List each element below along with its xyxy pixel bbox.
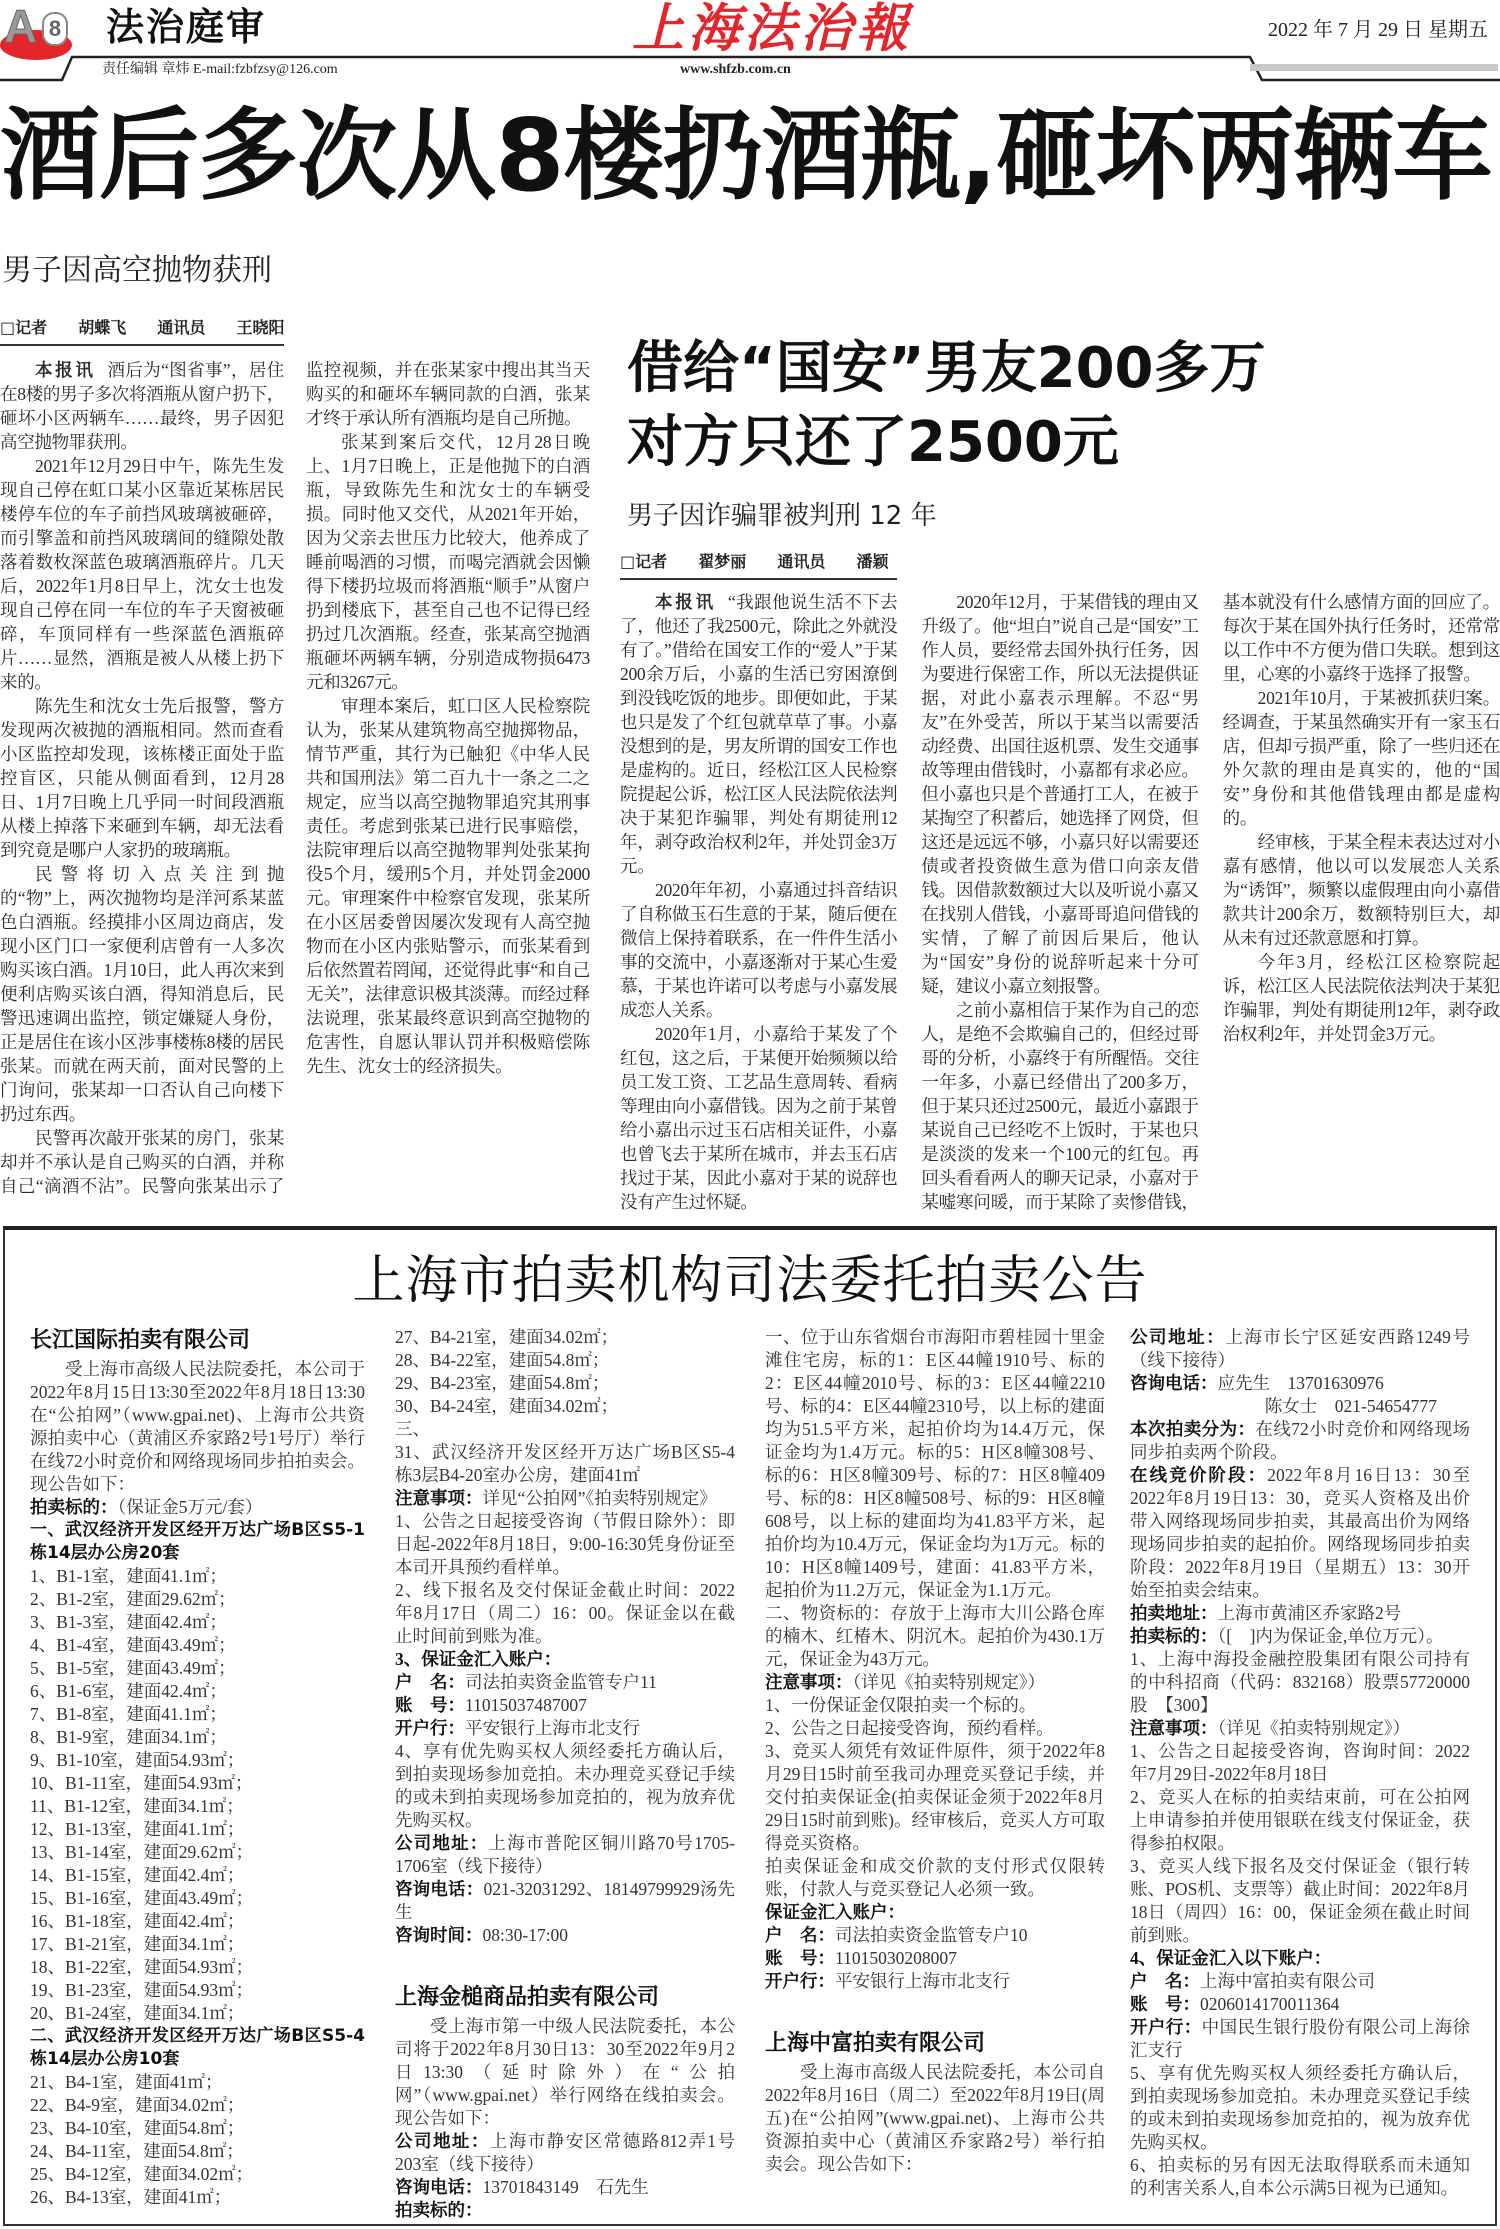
auction-field-label: 账 号：: [1130, 1994, 1200, 2014]
auction-line: 9、B1-10室，建面54.93㎡；: [30, 1750, 245, 1770]
auction-field-value: 2022年8月16日13：30至2022年8月19日13：30，竞买人资格及出价带入网络现场同步拍卖，其最高出价为网络现场同步拍卖的起拍价。网络现场同步拍卖阶段：2022年8月19日（星期五）13：30开始至拍卖会结束。: [1130, 1465, 1470, 1600]
auction-line: 3、竞买人须凭有效证件原件，须于2022年8月29日15时前至我司办理竞买登记手续，并交付拍卖保证金(拍卖保证金须于2022年8月29日15时前到账)。经审核后，竞买人方可取得竞买资格。: [765, 1741, 1105, 1853]
auction-field: [395, 1671, 735, 1694]
auction-field: [395, 1717, 735, 1740]
paragraph-text: “我跟他说生活不下去了，他还了我2500元，除此之外就没有了。”借给在国安工作的“爱人”于某200余万后，小嘉的生活已穷困潦倒到没钱吃饭的地步。即便如此，于某也只是发了个红包就草草了事。小嘉没想到的是，男友所谓的国安工作也是虚构的。近日，经松江区人民检察院提起公诉，松江区人民法院依法判决于某犯诈骗罪，判处有期徒刑12年，剥夺政治权利2年，并处罚金3万元。: [620, 592, 898, 876]
article-paragraph: [0, 694, 284, 862]
auction-line: 3、B1-3室，建面42.4㎡；: [30, 1612, 227, 1632]
dateline-lead: 本报讯: [35, 360, 96, 380]
auction-line: 25、B4-12室，建面34.02㎡；: [30, 2164, 254, 2184]
auction-line: 29、B4-23室，建面54.8㎡；: [395, 1373, 610, 1393]
issue-date: 2022 年 7 月 29 日 星期五: [1268, 19, 1488, 41]
auction-company-name: 上海中富拍卖有限公司: [765, 2031, 986, 2056]
auction-field-value: 在线72小时竞价和网络现场同步拍卖两个阶段。: [1130, 1419, 1471, 1462]
auction-field: [765, 1947, 1105, 1970]
auction-line: 31、武汉经济开发区经开万达广场B区S5-4栋3层B4-20室办公房，建面41㎡: [395, 1442, 735, 1485]
auction-intro-paragraph: 受上海市第一中级人民法院委托，本公司将于2022年8月30日13：30至2022年9月2日13:30（延时除外）在“公拍网”（www.gpai.net）举行网络在线拍卖会。现公告如下：: [395, 2016, 735, 2128]
auction-field-label: 开户行：: [395, 1718, 465, 1738]
auction-field-value: 应先生 13701630976: [1217, 1373, 1384, 1393]
auction-line: 4、B1-4室，建面43.49㎡；: [30, 1635, 236, 1655]
auction-field-label: 户 名：: [395, 1672, 465, 1692]
auction-line: 5、B1-5室，建面43.49㎡；: [30, 1658, 236, 1678]
article2-title-line1: 借给“国安”男友200多万: [627, 336, 1266, 401]
auction-field: [395, 2176, 735, 2199]
auction-field-value: （保证金5万元/套）: [117, 1497, 263, 1517]
article-paragraph: [1223, 950, 1500, 1046]
auction-line: 2、公告之日起接受咨询，预约看样。: [765, 1718, 1054, 1738]
auction-line: 28、B4-22室，建面54.8㎡；: [395, 1350, 610, 1370]
auction-field: [1130, 1947, 1470, 1970]
paragraph-text: 经审核，于某全程未表达过对小嘉有感情，他以可以发展恋人关系为“诱饵”，频繁以虚假理由向小嘉借款共计200余万，数额特别巨大，却从未有过还款意愿和打算。: [1222, 832, 1500, 948]
auction-line: 10、B1-11室，建面54.93㎡；: [30, 1773, 253, 1793]
auction-field-value: 08:30-17:00: [482, 1925, 569, 1945]
auction-field: [1130, 1372, 1470, 1395]
article-paragraph: [306, 430, 590, 694]
auction-line: 11、B1-12室，建面34.1㎡；: [30, 1796, 244, 1816]
article-paragraph: [0, 862, 284, 1126]
spacer: [765, 1993, 1105, 2029]
auction-field: [1130, 1970, 1470, 1993]
auction-line: 16、B1-18室，建面42.4㎡；: [30, 1911, 245, 1931]
auction-contact-line: 陈女士 021-54654777: [1264, 1396, 1437, 1416]
auction-company-name: 长江国际拍卖有限公司: [30, 1328, 251, 1353]
website-url[interactable]: www.shfzb.com.cn: [680, 62, 791, 77]
auction-field-value: （详见《拍卖特别规定》）: [852, 1672, 1045, 1692]
auction-line: 3、竞买人线下报名及交付保证金（银行转账、POS机、支票等）截止时间：2022年8月18日（周四）16：00，保证金须在截止时间前到账。: [1130, 1856, 1470, 1945]
auction-company-name: 上海金槌商品拍卖有限公司: [395, 1985, 660, 2010]
auction-field: [395, 2130, 735, 2176]
auction-field-value: 上海中富拍卖有限公司: [1200, 1971, 1375, 1991]
auction-field: [395, 2199, 735, 2222]
auction-field: [1130, 1418, 1470, 1464]
auction-field: [1130, 1326, 1470, 1372]
auction-field: [395, 1832, 735, 1878]
article-paragraph: [0, 454, 284, 694]
auction-field: [765, 1901, 1105, 1924]
auction-field-value: 上海市静安区常德路812弄1号203室（线下接待）: [395, 2131, 736, 2174]
auction-line: 27、B4-21室，建面34.02㎡；: [395, 1327, 619, 1347]
paragraph-text: 民警将切入点关注到抛的“物”上，两次抛物均是洋河系某蓝色白酒瓶。经摸排小区周边商店，发现小区门口一家便利店曾有一人多次购买该白酒。1月10日，此人再次来到便利店购买该白酒，得知消息后，民警迅速调出监控，锁定嫌疑人身份，正是居住在该小区涉事楼栋8楼的居民张某。而就在两天前，面对民警的上门询问，张某却一口否认自己向楼下扔过东西。: [0, 864, 284, 1124]
auction-field-value: 平安银行上海市北支行: [465, 1718, 640, 1738]
auction-line: 2、B1-2室，建面29.62㎡；: [30, 1589, 236, 1609]
auction-line: 三、: [395, 1419, 430, 1439]
auction-field: [765, 1970, 1105, 1993]
auction-field-value: 详见“公拍网”《拍卖特别规定》: [482, 1488, 717, 1508]
auction-line: 13、B1-14室，建面29.62㎡；: [30, 1842, 254, 1862]
article-paragraph: [1223, 686, 1500, 830]
auction-field-value: （[ ]内为保证金,单位万元）。: [1217, 1626, 1444, 1646]
auction-column: [30, 1326, 365, 2209]
auction-field: [765, 1924, 1105, 1947]
auction-lot-section: 二、武汉经济开发区经开万达广场B区S5-4栋14层办公房10套: [30, 2026, 365, 2069]
auction-field: [1130, 2016, 1470, 2062]
auction-field: [1130, 1717, 1470, 1740]
auction-field: [30, 1496, 365, 1519]
auction-line: 1、一份保证金仅限拍卖一个标的。: [765, 1695, 1037, 1715]
auction-line: 26、B4-13室，建面41㎡；: [30, 2187, 232, 2207]
article2-subtitle: 男子因诈骗罪被判刑 12 年: [627, 501, 937, 531]
auction-line: 20、B1-24室，建面34.1㎡；: [30, 2003, 245, 2023]
auction-line: 2、线下报名及交付保证金截止时间：2022年8月17日（周二）16：00。保证金以在截止时间前到账为准。: [395, 1580, 735, 1646]
paragraph-text: 民警再次敲开张某的房门，张某却并不承认是自己购买的白酒，并称自己“滴酒不沾”。民警向张某出示了监控视频，并在张某家中搜出其当天购买的和砸坏车辆同款的白酒，张某才终于承认所有酒瓶均是自己所抛。: [0, 360, 590, 1196]
auction-field: [395, 1924, 735, 1947]
article-paragraph: [921, 590, 1198, 998]
auction-lot-section: 一、武汉经济开发区经开万达广场B区S5-1栋14层办公房20套: [30, 1520, 365, 1563]
auction-line: 拍卖保证金和成交价款的支付形式仅限转账，付款人与竞买登记人必须一致。: [765, 1856, 1105, 1899]
auction-line: 19、B1-23室，建面54.93㎡；: [30, 1980, 254, 2000]
paragraph-text: 2021年10月，于某被抓获归案。经调查，于某虽然确实开有一家玉石店，但却亏损严重，除了一些归还在外欠款的理由是真实的，他的“国安”身份和其他借钱理由都是虚构的。: [1222, 688, 1500, 828]
article1-subtitle: 男子因高空抛物获刑: [2, 253, 272, 288]
paragraph-text: 2021年12月29日中午，陈先生发现自己停在虹口某小区靠近某栋居民楼停车位的车子前挡风玻璃被砸碎，而引擎盖和前挡风玻璃间的缝隙处散落着数枚深蓝色玻璃酒瓶碎片。几天后，2022年1月8日早上，沈女士也发现自己停在同一车位的车子天窗被砸碎，车顶同样有一些深蓝色酒瓶碎片……显然，酒瓶是被人从楼上扔下来的。: [0, 456, 284, 692]
paragraph-text: 之前小嘉相信于某作为自己的恋人，是绝不会欺骗自己的，但经过哥哥的分析，小嘉终于有所醒悟。交往一年多，小嘉已经借出了200多万，但于某只还过2500元，最近小嘉跟于某说自己已经吃不上饭时，于某也只是淡淡的发来一个100元的红包。再回头看看两人的聊天记录，小嘉对于某嘘寒问暖，而于某除了卖惨借钱，基本就没有什么感情方面的回应了。每次于某在国外执行任务时，还常常以工作中不方便为借口失联。想到这里，心寒的小嘉终于选择了报警。: [921, 592, 1500, 1212]
spacer: [395, 1947, 735, 1983]
article1-byline: □记者 胡蝶飞 通讯员 王晓阳: [0, 318, 284, 346]
auction-intro-paragraph: 受上海市高级人民法院委托，本公司于2022年8月15日13:30至2022年8月18日13:30在“公拍网”（www.gpai.net)、上海市公共资源拍卖中心（黄浦区乔家路2号1号厅）举行在线72小时竞价和网络现场同步拍拍卖会。现公告如下：: [30, 1359, 365, 1494]
article-paragraph: [306, 694, 590, 1078]
auction-field-label: 注意事项：: [1130, 1718, 1218, 1738]
auction-field-label: 公司地址：: [395, 2131, 490, 2151]
auction-line: 1、公告之日起接受咨询，咨询时间：2022年7月29日-2022年8月18日: [1130, 1741, 1470, 1784]
page-number: 8: [42, 12, 68, 46]
auction-field-label: 拍卖地址：: [1130, 1603, 1218, 1623]
header-rule-lines: [0, 0, 1500, 90]
auction-field-label: 保证金汇入账户：: [765, 1902, 905, 1922]
auction-field: [1130, 1464, 1470, 1602]
auction-field-label: 账 号：: [765, 1948, 835, 1968]
auction-field-label: 公司地址：: [395, 1833, 489, 1853]
auction-field-label: 在线竞价阶段：: [1130, 1465, 1268, 1485]
auction-line: 12、B1-13室，建面41.1㎡；: [30, 1819, 245, 1839]
auction-field-label: 拍卖标的：: [1130, 1626, 1218, 1646]
auction-field-value: 中国民生银行股份有限公司上海徐汇支行: [1130, 2017, 1471, 2060]
auction-field-value: 021-32031292、18149799929汤先生: [395, 1879, 736, 1922]
auction-field-value: 11015037487007: [465, 1695, 587, 1715]
auction-field-label: 3、保证金汇入账户：: [395, 1649, 562, 1669]
auction-field-label: 拍卖标的：: [395, 2200, 483, 2220]
auction-field-value: 上海市黄浦区乔家路2号: [1217, 1603, 1402, 1623]
auction-field: [395, 1878, 735, 1924]
auction-line: 18、B1-22室，建面54.93㎡；: [30, 1957, 254, 1977]
auction-line: 21、B4-1室，建面41㎡；: [30, 2072, 223, 2092]
newspaper-masthead-logo: 上海法治報: [632, 0, 913, 59]
auction-field-value: 上海市普陀区铜川路70号1705-1706室（线下接待）: [395, 1833, 736, 1876]
editor-credit: 责任编辑 章炜 E-mail:fzbfzsy@126.com: [102, 62, 338, 77]
article-paragraph: [620, 590, 897, 878]
auction-line: 22、B4-9室，建面34.02㎡；: [30, 2095, 245, 2115]
auction-line: 5、享有优先购买权人须经委托方确认后，到拍卖现场参加竞拍。未办理竞买登记手续的或未到拍卖现场参加竞拍的，视为放弃优先购买权。: [1130, 2063, 1470, 2152]
article1-body: [0, 358, 590, 1220]
auction-field-value: 平安银行上海市北支行: [835, 1971, 1010, 1991]
auction-field-value: （详见《拍卖特别规定》）: [1217, 1718, 1410, 1738]
paragraph-text: 陈先生和沈女士先后报警，警方发现两次被抛的酒瓶相同。然而查看小区监控却发现，该栋楼正面处于监控盲区，只能从侧面看到，12月28日、1月7日晚上几乎同一时间段酒瓶从楼上掉落下来砸到车辆，却无法看到究竟是哪户人家扔的玻璃瓶。: [0, 696, 284, 860]
auction-line: 一、位于山东省烟台市海阳市碧桂园十里金滩住宅房，标的1：E区44幢1910号、标的2：E区44幢2010号、标的3：E区44幢2210号、标的4：E区44幢2310号，以上标的建面均为51.5平方米，起拍价均为14.4万元，保证金均为1.4万元。标的5：H区8幢308号、标的6：H区8幢309号、标的7：H区8幢409号、标的8：H区8幢508号、标的9：H区8幢608号，以上标的建面均为41.83平方米，起拍价均为10.4万元，保证金均为1万元。标的10：H区8幢1409号，建面：41.83平方米，起拍价为11.2万元，保证金为1.1万元。: [765, 1327, 1105, 1600]
paragraph-text: 2020年12月，于某借钱的理由又升级了。他“坦白”说自己是“国安”工作人员，要经常去国外执行任务，因为要进行保密工作，所以无法提供证据，对此小嘉表示理解。不忍“男友”在外受苦，所以于某当以需要活动经费、出国往返机票、发生交通事故等理由借钱时，小嘉都有求必应。但小嘉也只是个普通打工人，在被于某掏空了积蓄后，她选择了网贷，但这还是远远不够，小嘉只好以需要还债或者投资做生意为借口向亲友借钱。因借款数额过大以及听说小嘉又在找别人借钱，小嘉哥哥追问借钱的实情，了解了前因后果后，他认为“国安”身份的说辞听起来十分可疑，建议小嘉立刻报警。: [921, 592, 1199, 996]
auction-field-label: 户 名：: [765, 1925, 835, 1945]
auction-field: [1130, 1602, 1470, 1625]
paragraph-text: 2020年年初，小嘉通过抖音结识了自称做玉石生意的于某，随后便在微信上保持着联系，在一件件生活小事的交流中，小嘉逐渐对于某心生爱慕，于某也许诺可以考虑与小嘉发展成恋人关系。: [620, 880, 898, 1020]
main-headline: 酒后多次从8楼扔酒瓶,砸坏两辆车: [0, 97, 1492, 214]
paragraph-text: 审理本案后，虹口区人民检察院认为，张某从建筑物高空抛掷物品，情节严重，其行为已触犯《中华人民共和国刑法》第二百九十一条之二之规定，应当以高空抛物罪追究其刑事责任。考虑到张某已进行民事赔偿，法院审理后以高空抛物罪判处张某拘役5个月，缓刑5个月，并处罚金2000元。审理案件中检察官发现，张某所在小区居委曾因屡次发现有人高空抛物而在小区内张贴警示，而张某看到后依然置若罔闻，还觉得此事“和自己无关”，法律意识极其淡薄。而经过释法说理，张某最终意识到高空抛物的危害性，自愿认罪认罚并积极赔偿陈先生、沈女士的经济损失。: [306, 696, 590, 1076]
article-paragraph: [0, 358, 284, 454]
paragraph-text: 今年3月，经松江区检察院起诉，松江区人民法院依法判决于某犯诈骗罪，判处有期徒刑12年，剥夺政治权利2年，并处罚金3万元。: [1222, 952, 1500, 1044]
auction-line: 6、拍卖标的另有因无法取得联系而未通知的利害关系人,自本公示满5日视为已通知。: [1130, 2155, 1470, 2198]
article-paragraph: [620, 878, 897, 1022]
auction-line: 6、B1-6室，建面42.4㎡；: [30, 1681, 227, 1701]
auction-field-label: 开户行：: [1130, 2017, 1202, 2037]
auction-field: [1130, 1625, 1470, 1648]
auction-column: [395, 1326, 735, 2222]
article2-title-line2: 对方只还了2500元: [627, 410, 1119, 475]
article-paragraph: [620, 1022, 897, 1214]
auction-column: [1130, 1326, 1470, 2200]
article2-body: [620, 590, 1500, 1220]
auction-field-label: 4、保证金汇入以下账户：: [1130, 1948, 1332, 1968]
auction-line: 二、物资标的：存放于上海市大川公路仓库的楠木、红椿木、阴沉木。起拍价为430.1万元，保证金为43万元。: [765, 1603, 1105, 1669]
auction-field-label: 本次拍卖分为：: [1130, 1419, 1256, 1439]
auction-line: 1、B1-1室，建面41.1㎡；: [30, 1566, 227, 1586]
article2-byline: □记者 翟梦丽 通讯员 潘颖: [620, 552, 897, 580]
auction-field-label: 咨询电话：: [1130, 1373, 1218, 1393]
auction-line: 1、上海中海投金融控股集团有限公司持有的中科招商（代码：832168）股票57720000股 【300】: [1130, 1649, 1470, 1715]
auction-field-value: 13701843149 石先生: [482, 2177, 649, 2197]
auction-line: 7、B1-8室，建面41.1㎡；: [30, 1704, 227, 1724]
paragraph-text: 酒后为“图省事”，居住在8楼的男子多次将酒瓶从窗户扔下，砸坏小区两辆车……最终，男子因犯高空抛物罪获刑。: [0, 360, 285, 452]
auction-line: 8、B1-9室，建面34.1㎡；: [30, 1727, 227, 1747]
paragraph-text: 2020年1月，小嘉给于某发了个红包，这之后，于某便开始频频以给员工发工资、工艺品生意周转、看病等理由向小嘉借钱。因为之前于某曾给小嘉出示过玉石店相关证件，小嘉也曾飞去于某所在城市，并去玉石店找过于某，因此小嘉对于某的说辞也没有产生过怀疑。: [620, 1024, 898, 1212]
auction-field: [1130, 1993, 1470, 2016]
dateline-lead: 本报讯: [655, 592, 716, 612]
auction-line: 23、B4-10室，建面54.8㎡；: [30, 2118, 245, 2138]
auction-line: 15、B1-16室，建面43.49㎡；: [30, 1888, 254, 1908]
auction-field: [395, 1648, 735, 1671]
auction-line: 2、竞买人在标的拍卖结束前，可在公拍网上申请参拍并使用银联在线支付保证金，获得参拍权限。: [1130, 1787, 1470, 1853]
header-gray-bar: [1250, 64, 1498, 71]
auction-line: 4、享有优先购买权人须经委托方确认后，到拍卖现场参加竞拍。未办理竞买登记手续的或未到拍卖现场参加竞拍的，视为放弃优先购买权。: [395, 1741, 735, 1830]
auction-line: 17、B1-21室，建面34.1㎡；: [30, 1934, 245, 1954]
section-title: 法治庭审: [106, 5, 267, 49]
article-paragraph: [1223, 830, 1500, 950]
auction-field-label: 咨询时间：: [395, 1925, 483, 1945]
auction-field: [765, 1671, 1105, 1694]
auction-field-label: 开户行：: [765, 1971, 835, 1991]
auction-field-label: 拍卖标的：: [30, 1497, 118, 1517]
auction-line: 30、B4-24室，建面34.02㎡；: [395, 1396, 619, 1416]
auction-field: [395, 1487, 735, 1510]
paragraph-text: 张某到案后交代，12月28日晚上、1月7日晚上，正是他抛下的白酒瓶，导致陈先生和沈女士的车辆受损。同时他又交代，从2021年开始，因为父亲去世压力比较大，他养成了睡前喝酒的习惯，而喝完酒就会因懒得下楼扔垃圾而将酒瓶“顺手”从窗户扔到楼底下，甚至自己也不记得已经扔过几次酒瓶。经查，张某高空抛酒瓶砸坏两辆车辆，分别造成物损6473元和3267元。: [306, 432, 590, 692]
auction-intro-paragraph: 受上海市高级人民法院委托，本公司自2022年8月16日（周二）至2022年8月19日(周五)在“公拍网”(www.gpai.net)、上海市公共资源拍卖中心（黄浦区乔家路2号）举行拍卖会。现公告如下：: [765, 2062, 1105, 2174]
auction-field-value: 司法拍卖资金监管专户11: [465, 1672, 657, 1692]
auction-line: 1、公告之日起接受咨询（节假日除外）：即日起-2022年8月18日，9:00-16:30凭身份证至本司开具预约看样单。: [395, 1511, 735, 1577]
auction-field-value: 11015030208007: [835, 1948, 957, 1968]
auction-line: 14、B1-15室，建面42.4㎡；: [30, 1865, 245, 1885]
auction-field: [395, 1694, 735, 1717]
auction-field-label: 注意事项：: [395, 1488, 483, 1508]
page-badge-letter: A: [4, 0, 38, 52]
auction-field-label: 户 名：: [1130, 1971, 1200, 1991]
auction-field-label: 公司地址：: [1130, 1327, 1226, 1347]
auction-field-label: 咨询电话：: [395, 1879, 484, 1899]
auction-field-value: 上海市长宁区延安西路1249号（线下接待）: [1130, 1327, 1470, 1370]
auction-field-label: 注意事项：: [765, 1672, 853, 1692]
auction-column: [765, 1326, 1105, 2176]
auction-field-label: 咨询电话：: [395, 2177, 483, 2197]
auction-field-value: 0206014170011364: [1200, 1994, 1340, 2014]
auction-notice-title: 上海市拍卖机构司法委托拍卖公告: [352, 1251, 1148, 1311]
auction-field-label: 账 号：: [395, 1695, 465, 1715]
auction-line: 24、B4-11室，建面54.8㎡；: [30, 2141, 244, 2161]
auction-field-value: 司法拍卖资金监管专户10: [835, 1925, 1028, 1945]
